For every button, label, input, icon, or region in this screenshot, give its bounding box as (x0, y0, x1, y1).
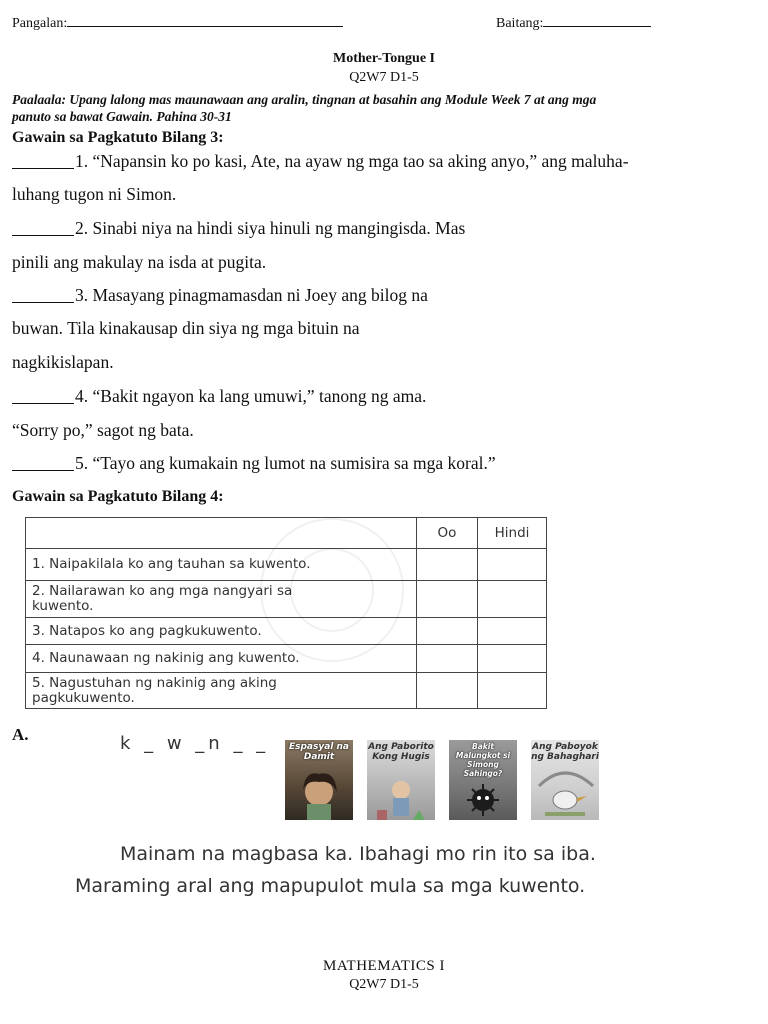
activity4-title: Gawain sa Pagkatuto Bilang 4: (12, 488, 224, 505)
activity3-item-5 (12, 453, 496, 474)
table-row (26, 673, 547, 709)
name-blank[interactable] (67, 12, 343, 27)
table-row (26, 549, 547, 581)
book-title-3: Bakit Malungkot si Simong Sahingo? (455, 742, 511, 778)
table-header-blank (26, 518, 417, 549)
col-hindi-header: Hindi (478, 518, 547, 549)
book-cover-1 (285, 740, 353, 820)
oo-cell[interactable] (417, 581, 478, 618)
book-cover-4 (531, 740, 599, 820)
subject-code: Q2W7 D1-5 (349, 70, 419, 85)
oo-cell[interactable] (417, 549, 478, 581)
oo-cell[interactable] (417, 618, 478, 645)
item-text: 4. “Bakit ngayon ka lang umuwi,” tanong ng ama. (75, 386, 427, 406)
activity3-item-4-cont: “Sorry po,” sagot ng bata. (12, 420, 194, 440)
book-cover-2 (367, 740, 435, 820)
activity3-item-2 (12, 218, 465, 239)
subject-title: Mother-Tongue I (332, 51, 436, 66)
activity3-item-3-cont: buwan. Tila kinakausap din siya ng mga bituin na (12, 318, 360, 338)
grade-label: Baitang: (496, 16, 544, 31)
row-statement: 3. Natapos ko ang pagkukuwento. (26, 618, 417, 645)
row-statement: 5. Nagustuhan ng nakinig ang aking pagkukuwento. (26, 673, 417, 709)
item-text: 1. “Napansin ko po kasi, Ate, na ayaw ng mga tao sa aking anyo,” ang maluha- (75, 151, 629, 171)
row-statement: 4. Naunawaan ng nakinig ang kuwento. (26, 645, 417, 673)
activity3-item-1-cont: luhang tugon ni Simon. (12, 184, 177, 204)
row-statement: 2. Nailarawan ko ang mga nangyari sa kuwento. (26, 581, 417, 618)
reminder-note (12, 91, 596, 125)
activity3-item-3-cont2: nagkikislapan. (12, 352, 114, 372)
table-row (26, 618, 547, 645)
footer-code: Q2W7 D1-5 (349, 977, 419, 992)
hindi-cell[interactable] (478, 618, 547, 645)
row-statement: 1. Naipakilala ko ang tauhan sa kuwento. (26, 549, 417, 581)
sea-urchin-illustration-icon (449, 740, 517, 820)
name-label: Pangalan: (12, 16, 68, 31)
answer-blank-2[interactable] (12, 219, 74, 236)
reminder-line-2: panuto sa bawat Gawain. Pahina 30-31 (12, 109, 232, 124)
footer-subject: MATHEMATICS I (323, 958, 445, 974)
activity3-title: Gawain sa Pagkatuto Bilang 3: (12, 129, 224, 146)
answer-blank-3[interactable] (12, 286, 74, 303)
item-text: 5. “Tayo ang kumakain ng lumot na sumisira sa mga koral.” (75, 453, 496, 473)
grade-field (496, 12, 651, 32)
oo-cell[interactable] (417, 673, 478, 709)
reminder-line-1: Paalaala: Upang lalong mas maunawaan ang aralin, tingnan at basahin ang Module Week 7 at ang mga (12, 92, 597, 107)
table-row (26, 581, 547, 618)
hindi-cell[interactable] (478, 673, 547, 709)
col-oo-header: Oo (417, 518, 478, 549)
grade-blank[interactable] (543, 12, 651, 27)
book-cover-3 (449, 740, 517, 820)
activity3-item-1 (12, 151, 629, 172)
reading-sentence-2: Maraming aral ang mapupulot mula sa mga kuwento. (75, 875, 586, 897)
book-title-1: Espasyal na Damit (288, 742, 350, 762)
hindi-cell[interactable] (478, 645, 547, 673)
answer-blank-4[interactable] (12, 387, 74, 404)
self-assessment-table (25, 517, 547, 709)
answer-blank-1[interactable] (12, 152, 74, 169)
reading-sentence-1: Mainam na magbasa ka. Ibahagi mo rin ito sa iba. (120, 843, 596, 865)
bird-illustration-icon (531, 740, 599, 820)
table-header-row (26, 518, 547, 549)
book-title-2: Ang Paborito Kong Hugis (368, 742, 434, 762)
answer-blank-5[interactable] (12, 454, 74, 471)
activity3-item-2-cont: pinili ang makulay na isda at pugita. (12, 252, 267, 272)
child-illustration-icon (367, 740, 435, 820)
book-title-4: Ang Paboyok ng Bahaghari (531, 742, 599, 762)
word-puzzle: k _ w _n _ _ (120, 733, 270, 754)
item-text: 3. Masayang pinagmamasdan ni Joey ang bilog na (75, 285, 428, 305)
girl-illustration-icon (285, 740, 353, 820)
hindi-cell[interactable] (478, 581, 547, 618)
hindi-cell[interactable] (478, 549, 547, 581)
section-a-label: A. (12, 725, 29, 744)
activity3-item-3 (12, 285, 428, 306)
activity3-item-4 (12, 386, 426, 407)
oo-cell[interactable] (417, 645, 478, 673)
item-text: 2. Sinabi niya na hindi siya hinuli ng mangingisda. Mas (75, 218, 466, 238)
name-field (12, 12, 343, 32)
table-row (26, 645, 547, 673)
